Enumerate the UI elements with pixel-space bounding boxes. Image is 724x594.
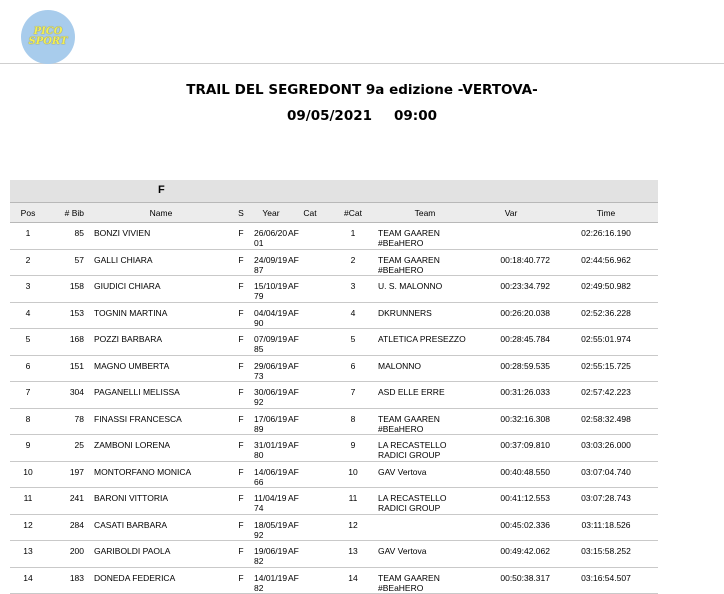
row-pos: 14 — [10, 573, 46, 594]
event-date: 09/05/2021 — [287, 108, 372, 124]
row-sex: F — [228, 546, 254, 567]
row-time: 03:15:58.252 — [554, 546, 658, 567]
row-var: 00:37:09.810 — [472, 440, 554, 461]
row-bib: 78 — [46, 414, 90, 435]
row-year: 29/06/19 73 — [254, 361, 288, 382]
logo-line-1: PICO — [34, 27, 63, 37]
row-pos: 5 — [10, 334, 46, 355]
row-ncat: 1 — [332, 228, 374, 249]
row-bib: 168 — [46, 334, 90, 355]
row-pos: 12 — [10, 520, 46, 541]
row-team: LA RECASTELLO RADICI GROUP — [374, 493, 472, 514]
row-year: 30/06/19 92 — [254, 387, 288, 408]
header-var: Var — [472, 208, 554, 218]
row-pos: 4 — [10, 308, 46, 329]
row-sex: F — [228, 308, 254, 329]
row-cat: AF — [288, 573, 332, 594]
row-var: 00:23:34.792 — [472, 281, 554, 302]
row-var: 00:28:45.784 — [472, 334, 554, 355]
row-name: POZZI BARBARA — [90, 334, 228, 355]
row-var — [472, 228, 554, 249]
row-name: GALLI CHIARA — [90, 255, 228, 276]
row-ncat: 8 — [332, 414, 374, 435]
category-band — [10, 180, 658, 202]
row-bib: 197 — [46, 467, 90, 488]
table-row — [10, 223, 658, 250]
row-name: DONEDA FEDERICA — [90, 573, 228, 594]
row-year: 15/10/19 79 — [254, 281, 288, 302]
row-year: 17/06/19 89 — [254, 414, 288, 435]
row-time: 03:03:26.000 — [554, 440, 658, 461]
row-var: 00:28:59.535 — [472, 361, 554, 382]
row-team: ATLETICA PRESEZZO — [374, 334, 472, 355]
row-time: 02:52:36.228 — [554, 308, 658, 329]
row-team — [374, 520, 472, 541]
row-time: 03:07:28.743 — [554, 493, 658, 514]
table-row — [10, 462, 658, 489]
row-cat: AF — [288, 255, 332, 276]
row-cat: AF — [288, 493, 332, 514]
row-year: 26/06/20 01 — [254, 228, 288, 249]
row-cat: AF — [288, 228, 332, 249]
row-team: ASD ELLE ERRE — [374, 387, 472, 408]
row-name: CASATI BARBARA — [90, 520, 228, 541]
results-table — [10, 180, 658, 594]
row-year: 18/05/19 92 — [254, 520, 288, 541]
table-row — [10, 568, 658, 594]
row-year: 07/09/19 85 — [254, 334, 288, 355]
row-year: 04/04/19 90 — [254, 308, 288, 329]
row-ncat: 2 — [332, 255, 374, 276]
row-ncat: 6 — [332, 361, 374, 382]
row-name: PAGANELLI MELISSA — [90, 387, 228, 408]
table-row — [10, 515, 658, 542]
header-name: Name — [90, 208, 228, 218]
row-var: 00:49:42.062 — [472, 546, 554, 567]
row-time: 02:26:16.190 — [554, 228, 658, 249]
row-var: 00:18:40.772 — [472, 255, 554, 276]
row-name: MAGNO UMBERTA — [90, 361, 228, 382]
row-name: ZAMBONI LORENA — [90, 440, 228, 461]
row-sex: F — [228, 414, 254, 435]
row-bib: 153 — [46, 308, 90, 329]
row-ncat: 7 — [332, 387, 374, 408]
row-pos: 9 — [10, 440, 46, 461]
category-label: F — [158, 184, 165, 196]
row-cat: AF — [288, 281, 332, 302]
row-sex: F — [228, 440, 254, 461]
row-ncat: 9 — [332, 440, 374, 461]
row-cat: AF — [288, 387, 332, 408]
header-team: Team — [374, 208, 472, 218]
table-row — [10, 356, 658, 383]
table-row — [10, 303, 658, 330]
row-time: 02:55:01.974 — [554, 334, 658, 355]
row-sex: F — [228, 573, 254, 594]
row-bib: 57 — [46, 255, 90, 276]
table-body — [10, 223, 658, 594]
row-team: U. S. MALONNO — [374, 281, 472, 302]
row-pos: 7 — [10, 387, 46, 408]
header-pos: Pos — [10, 208, 46, 218]
row-year: 11/04/19 74 — [254, 493, 288, 514]
row-sex: F — [228, 334, 254, 355]
row-cat: AF — [288, 440, 332, 461]
row-team: GAV Vertova — [374, 467, 472, 488]
row-pos: 11 — [10, 493, 46, 514]
table-row — [10, 409, 658, 436]
row-cat: AF — [288, 520, 332, 541]
row-cat: AF — [288, 334, 332, 355]
row-ncat: 3 — [332, 281, 374, 302]
row-ncat: 4 — [332, 308, 374, 329]
logo-line-2: SPORT — [28, 37, 67, 47]
row-bib: 158 — [46, 281, 90, 302]
row-sex: F — [228, 228, 254, 249]
row-time: 02:55:15.725 — [554, 361, 658, 382]
row-ncat: 12 — [332, 520, 374, 541]
table-header — [10, 202, 658, 223]
row-name: FINASSI FRANCESCA — [90, 414, 228, 435]
row-team: MALONNO — [374, 361, 472, 382]
event-time: 09:00 — [394, 108, 437, 124]
row-sex: F — [228, 255, 254, 276]
row-time: 03:11:18.526 — [554, 520, 658, 541]
table-row — [10, 329, 658, 356]
header-time: Time — [554, 208, 658, 218]
row-bib: 200 — [46, 546, 90, 567]
row-year: 14/01/19 82 — [254, 573, 288, 594]
row-cat: AF — [288, 467, 332, 488]
row-name: GIUDICI CHIARA — [90, 281, 228, 302]
row-ncat: 5 — [332, 334, 374, 355]
event-datetime — [0, 108, 724, 124]
row-time: 02:44:56.962 — [554, 255, 658, 276]
row-var: 00:45:02.336 — [472, 520, 554, 541]
header-bib: # Bib — [46, 208, 90, 218]
row-sex: F — [228, 467, 254, 488]
row-pos: 2 — [10, 255, 46, 276]
header-sex: S — [228, 208, 254, 218]
row-pos: 6 — [10, 361, 46, 382]
header-year: Year — [254, 208, 288, 218]
table-row — [10, 435, 658, 462]
row-ncat: 14 — [332, 573, 374, 594]
row-team: TEAM GAAREN #BEaHERO — [374, 414, 472, 435]
row-bib: 183 — [46, 573, 90, 594]
row-name: GARIBOLDI PAOLA — [90, 546, 228, 567]
row-ncat: 11 — [332, 493, 374, 514]
row-sex: F — [228, 281, 254, 302]
row-bib: 151 — [46, 361, 90, 382]
row-team: LA RECASTELLO RADICI GROUP — [374, 440, 472, 461]
row-cat: AF — [288, 546, 332, 567]
row-pos: 1 — [10, 228, 46, 249]
row-bib: 304 — [46, 387, 90, 408]
row-bib: 284 — [46, 520, 90, 541]
row-var: 00:40:48.550 — [472, 467, 554, 488]
row-sex: F — [228, 387, 254, 408]
row-name: BARONI VITTORIA — [90, 493, 228, 514]
header-ncat: #Cat — [332, 208, 374, 218]
row-pos: 3 — [10, 281, 46, 302]
row-year: 19/06/19 82 — [254, 546, 288, 567]
row-bib: 85 — [46, 228, 90, 249]
row-var: 00:32:16.308 — [472, 414, 554, 435]
row-sex: F — [228, 520, 254, 541]
row-pos: 13 — [10, 546, 46, 567]
table-row — [10, 541, 658, 568]
row-var: 00:31:26.033 — [472, 387, 554, 408]
row-cat: AF — [288, 308, 332, 329]
row-name: TOGNIN MARTINA — [90, 308, 228, 329]
row-cat: AF — [288, 361, 332, 382]
row-year: 24/09/19 87 — [254, 255, 288, 276]
row-time: 03:07:04.740 — [554, 467, 658, 488]
table-row — [10, 488, 658, 515]
header-cat: Cat — [288, 208, 332, 218]
row-var: 00:26:20.038 — [472, 308, 554, 329]
table-row — [10, 250, 658, 277]
table-row — [10, 382, 658, 409]
header-divider — [0, 63, 724, 64]
row-name: MONTORFANO MONICA — [90, 467, 228, 488]
row-year: 14/06/19 66 — [254, 467, 288, 488]
row-pos: 10 — [10, 467, 46, 488]
table-row — [10, 276, 658, 303]
row-team: TEAM GAAREN #BEaHERO — [374, 228, 472, 249]
pico-sport-logo — [21, 10, 75, 64]
row-time: 02:57:42.223 — [554, 387, 658, 408]
row-bib: 25 — [46, 440, 90, 461]
row-team: TEAM GAAREN #BEaHERO — [374, 573, 472, 594]
row-sex: F — [228, 493, 254, 514]
row-pos: 8 — [10, 414, 46, 435]
row-var: 00:41:12.553 — [472, 493, 554, 514]
row-cat: AF — [288, 414, 332, 435]
row-team: DKRUNNERS — [374, 308, 472, 329]
row-sex: F — [228, 361, 254, 382]
row-time: 03:16:54.507 — [554, 573, 658, 594]
row-team: GAV Vertova — [374, 546, 472, 567]
row-name: BONZI VIVIEN — [90, 228, 228, 249]
row-time: 02:58:32.498 — [554, 414, 658, 435]
row-var: 00:50:38.317 — [472, 573, 554, 594]
row-team: TEAM GAAREN #BEaHERO — [374, 255, 472, 276]
row-time: 02:49:50.982 — [554, 281, 658, 302]
row-ncat: 10 — [332, 467, 374, 488]
row-year: 31/01/19 80 — [254, 440, 288, 461]
event-title: TRAIL DEL SEGREDONT 9a edizione -VERTOVA- — [0, 82, 724, 98]
row-bib: 241 — [46, 493, 90, 514]
row-ncat: 13 — [332, 546, 374, 567]
